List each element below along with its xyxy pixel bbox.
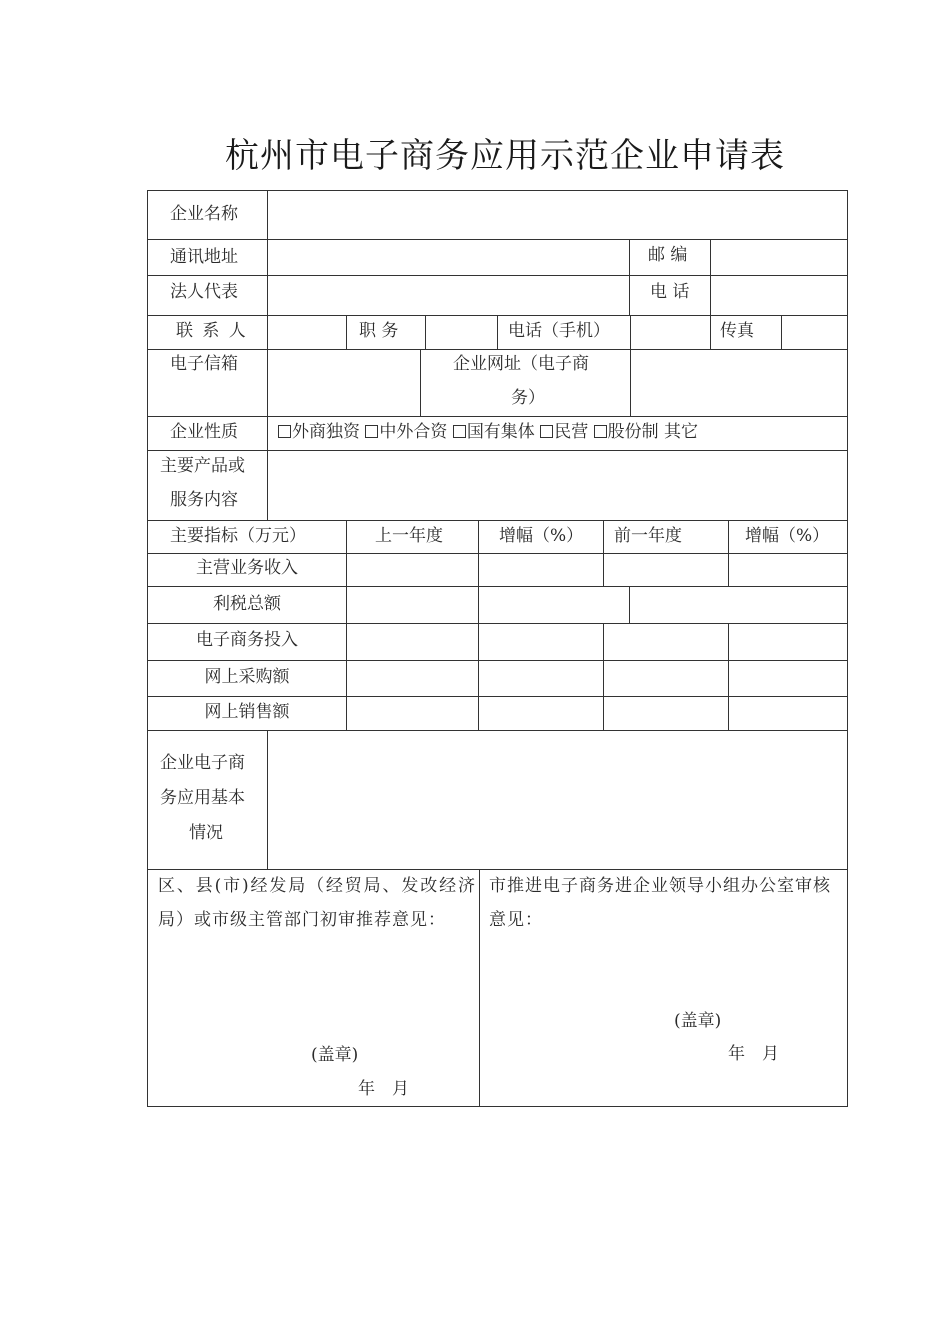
position-label: 职 务 [359, 321, 399, 341]
website-label-line2: 务） [511, 388, 545, 408]
indicator-cell[interactable] [348, 625, 476, 658]
website-field[interactable] [632, 351, 845, 414]
indicator-cell[interactable] [605, 625, 726, 658]
indicator-row-label: 网上销售额 [204, 702, 290, 722]
form-title: 杭州市电子商务应用示范企业申请表 [225, 136, 785, 176]
products-label-line1: 主要产品或 [160, 456, 245, 476]
indicator-cell[interactable] [348, 662, 476, 694]
email-label: 电子信箱 [170, 354, 238, 374]
nature-label: 企业性质 [170, 422, 238, 442]
nature-other-label: 其它 [664, 422, 699, 442]
indicator-cell[interactable] [730, 698, 845, 728]
company-name-label: 企业名称 [170, 204, 238, 224]
indicator-header: 主要指标（万元） [170, 526, 306, 546]
checkbox-icon [365, 425, 378, 438]
nature-option[interactable]: 中外合资 [365, 422, 447, 442]
indicator-cell[interactable] [348, 555, 476, 584]
mobile-field[interactable] [632, 317, 708, 347]
nature-options [278, 421, 698, 443]
indicator-header: 增幅（%） [745, 526, 830, 546]
nature-option[interactable]: 外商独资 [278, 422, 360, 442]
indicator-cell[interactable] [480, 555, 601, 584]
address-label: 通讯地址 [170, 247, 238, 267]
legal-rep-field[interactable] [269, 277, 627, 313]
indicator-row-label: 利税总额 [213, 594, 281, 614]
indicator-header: 上一年度 [375, 526, 443, 546]
indicator-cell[interactable] [480, 625, 601, 658]
opinion-left-text: 区、县(市)经发局（经贸局、发改经济局）或市级主管部门初审推荐意见： [158, 876, 476, 930]
opinion-right-date: 年 月 [728, 1044, 779, 1064]
indicator-cell[interactable] [480, 698, 601, 728]
mobile-label: 电话（手机） [508, 321, 610, 341]
indicator-cell[interactable] [605, 555, 726, 584]
indicator-cell[interactable] [730, 555, 845, 584]
nature-option[interactable]: 民营 [540, 422, 588, 442]
indicator-header: 前一年度 [614, 526, 682, 546]
nature-option[interactable]: 股份制 [594, 422, 659, 442]
phone-field[interactable] [712, 277, 845, 313]
contact-label: 联 系 人 [176, 321, 248, 341]
indicator-cell[interactable] [605, 698, 726, 728]
website-label-line1: 企业网址（电子商 [453, 354, 589, 374]
indicator-cell[interactable] [605, 662, 726, 694]
nature-option[interactable]: 国有集体 [453, 422, 535, 442]
fax-label: 传真 [720, 321, 754, 341]
indicator-cell[interactable] [631, 588, 845, 621]
ec-situation-label-line3: 情况 [189, 823, 223, 843]
postcode-field[interactable] [712, 241, 845, 273]
indicator-cell[interactable] [730, 625, 845, 658]
ec-situation-label-line1: 企业电子商 [160, 753, 245, 773]
opinion-right-seal: (盖章) [674, 1011, 722, 1031]
address-field[interactable] [269, 241, 627, 273]
indicator-cell[interactable] [480, 588, 627, 621]
checkbox-icon [594, 425, 607, 438]
contact-field[interactable] [269, 317, 344, 347]
opinion-left-date: 年 月 [358, 1079, 409, 1099]
ec-situation-field[interactable] [269, 732, 845, 867]
indicator-cell[interactable] [480, 662, 601, 694]
products-label-line2: 服务内容 [170, 490, 238, 510]
indicator-row-label: 电子商务投入 [196, 630, 298, 650]
checkbox-icon [453, 425, 466, 438]
application-form-table [147, 190, 848, 1107]
phone-label: 电 话 [650, 282, 690, 302]
ec-situation-label-line2: 务应用基本 [160, 788, 245, 808]
opinion-right-text: 市推进电子商务进企业领导小组办公室审核意见： [489, 876, 831, 930]
checkbox-icon [278, 425, 291, 438]
postcode-label: 邮 编 [648, 245, 688, 265]
products-field[interactable] [269, 452, 845, 518]
opinion-left-seal: (盖章) [311, 1045, 359, 1065]
indicator-row-label: 网上采购额 [204, 667, 290, 687]
email-field[interactable] [269, 351, 418, 414]
legal-rep-label: 法人代表 [170, 282, 238, 302]
company-name-field[interactable] [269, 193, 845, 237]
fax-field[interactable] [783, 317, 845, 347]
indicator-cell[interactable] [348, 588, 476, 621]
indicator-cell[interactable] [730, 662, 845, 694]
position-field[interactable] [427, 317, 495, 347]
checkbox-icon [540, 425, 553, 438]
indicator-row-label: 主营业务收入 [196, 558, 298, 578]
indicator-header: 增幅（%） [499, 526, 584, 546]
indicator-cell[interactable] [348, 698, 476, 728]
